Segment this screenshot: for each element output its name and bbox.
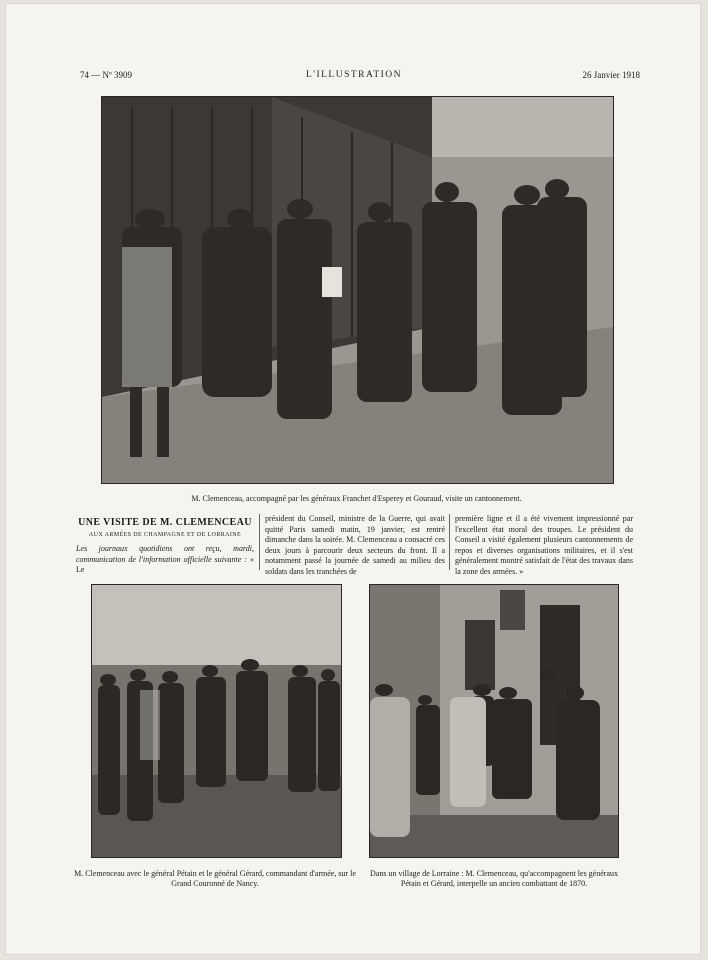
article-intro: Les journaux quotidiens ont reçu, mardi, communication de l'information officielle suivante : xyxy=(76,544,254,564)
photo-clemenceau-cantonment xyxy=(101,96,614,484)
article-title: UNE VISITE DE M. CLEMENCEAU xyxy=(78,517,252,528)
issue-date: 26 Janvier 1918 xyxy=(582,70,640,80)
photo-illustration xyxy=(370,585,618,857)
caption-bottom-right-photo: Dans un village de Lorraine : M. Clemenceau, qu'accompagnent les généraux Pétain et Gérard, interpelle un ancien combattant de 1870. xyxy=(369,869,618,888)
photo-illustration xyxy=(102,97,613,483)
article-quote-start: « Le xyxy=(76,554,254,575)
photo-illustration xyxy=(92,585,341,857)
photo-grand-couronne xyxy=(91,584,342,858)
publication-title: L'ILLUSTRATION xyxy=(305,70,403,80)
article-column-3: première ligne et il a été vivement impressionné par l'excellent état moral des troupes. Le président du Conseil a visité également plusieurs cantonnements de repos et diverses organisations militaires, et il s'est généralement montré satisfait de l'état des travaux dans la zone des armées. » xyxy=(455,514,633,576)
caption-bottom-left-photo: M. Clemenceau avec le général Pétain et le général Gérard, commandant d'armée, sur le Grand Couronné de Nancy. xyxy=(74,869,356,888)
photo-village-lorraine xyxy=(369,584,619,858)
page-number: 74 — Nº 3909 xyxy=(80,70,133,80)
column-rule xyxy=(449,514,450,570)
column-rule xyxy=(259,514,260,570)
caption-top-photo: M. Clemenceau, accompagné par les généraux Franchet d'Esperey et Gouraud, visite un cantonnement. xyxy=(191,494,522,503)
article-column-1 xyxy=(76,514,254,576)
page-header xyxy=(0,70,708,84)
article-column-2: président du Conseil, ministre de la Guerre, qui avait quitté Paris samedi matin, 19 janvier, est rentré dimanche dans la soirée. M. Clemenceau a consacré ces deux jours à parcourir deux secteurs du front. Il a notamment passé la journée de samedi au milieu des soldats dans les tranchées de xyxy=(265,514,445,576)
article-subtitle: AUX ARMÉES DE CHAMPAGNE ET DE LORRAINE xyxy=(88,531,242,538)
